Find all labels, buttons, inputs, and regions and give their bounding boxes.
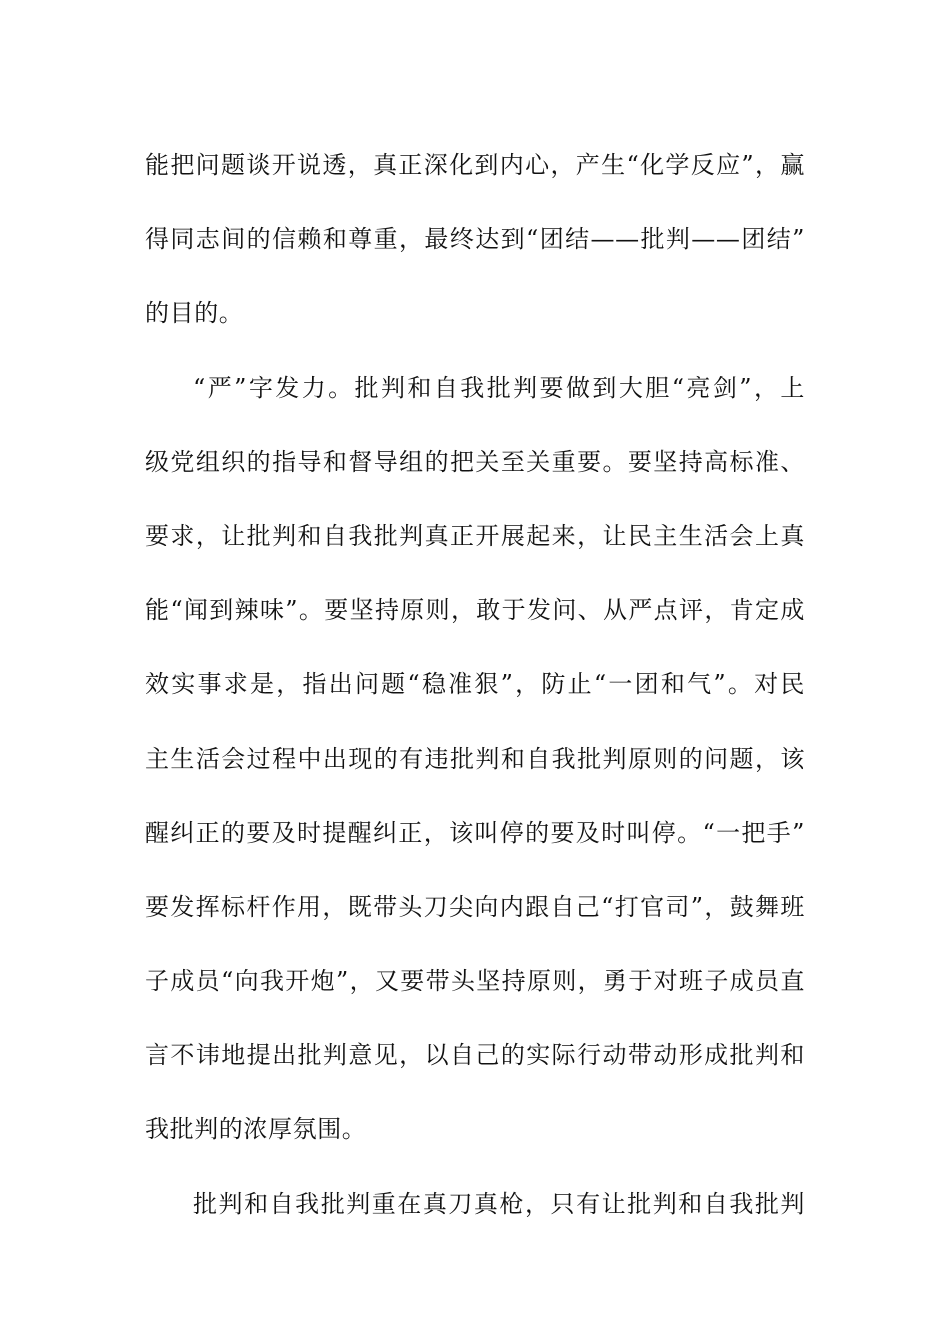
text-line: 要求，让批判和自我批判真正开展起来，让民主生活会上真 xyxy=(145,521,805,550)
text-line: 能“闻到辣味”。要坚持原则，敢于发问、从严点评，肯定成 xyxy=(145,596,805,625)
body-text xyxy=(145,128,805,1241)
text-line: 的目的。 xyxy=(145,299,244,328)
paragraph-start-line: 批判和自我批判重在真刀真枪，只有让批判和自我批判 xyxy=(193,1189,805,1218)
text-line: 效实事求是，指出问题“稳准狠”，防止“一团和气”。对民 xyxy=(145,670,805,699)
text-line: 能把问题谈开说透，真正深化到内心，产生“化学反应”，赢 xyxy=(145,151,805,179)
text-line: 言不讳地提出批判意见，以自己的实际行动带动形成批判和 xyxy=(145,1041,805,1070)
text-line: 级党组织的指导和督导组的把关至关重要。要坚持高标准、 xyxy=(145,447,805,476)
text-line: 得同志间的信赖和尊重，最终达到“团结——批判——团结” xyxy=(145,225,805,254)
text-line: 主生活会过程中出现的有违批判和自我批判原则的问题，该 xyxy=(145,744,805,773)
text-line: 要发挥标杆作用，既带头刀尖向内跟自己“打官司”，鼓舞班 xyxy=(145,892,805,921)
paragraph-start-line: “严”字发力。批判和自我批判要做到大胆“亮剑”，上 xyxy=(193,373,805,402)
text-line: 醒纠正的要及时提醒纠正，该叫停的要及时叫停。“一把手” xyxy=(145,818,805,847)
text-line: 子成员“向我开炮”，又要带头坚持原则，勇于对班子成员直 xyxy=(145,967,805,996)
text-line: 我批判的浓厚氛围。 xyxy=(145,1115,367,1144)
